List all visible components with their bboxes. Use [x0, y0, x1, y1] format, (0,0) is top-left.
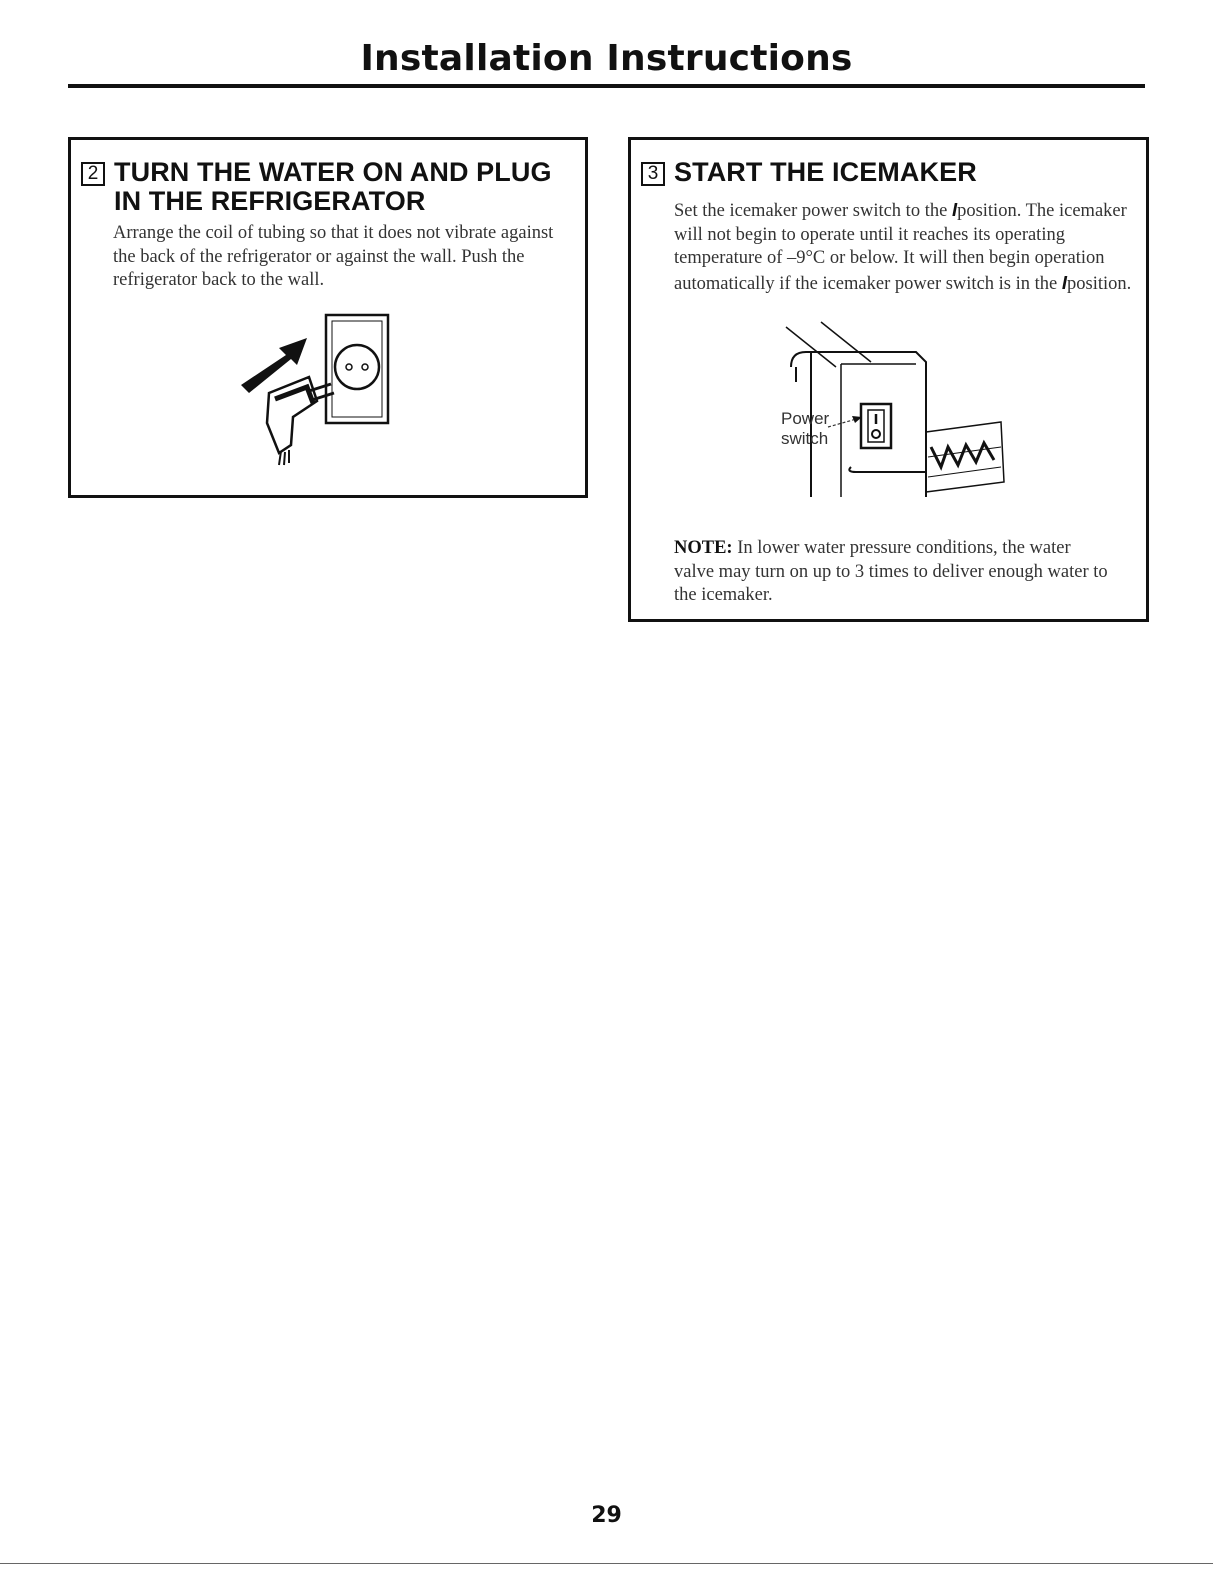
- plug-into-outlet-icon: [231, 305, 411, 465]
- power-label: Power: [781, 409, 830, 428]
- step-2-body: Arrange the coil of tubing so that it does not vibrate against the back of the refrigerator or against the wall. Push the refrigerator back to the wall.: [113, 223, 554, 290]
- body-text-part: Set the icemaker power switch to the: [674, 201, 952, 221]
- title-rule: [68, 84, 1145, 88]
- step-number-badge: 3: [641, 162, 665, 186]
- step-3-heading: [641, 158, 977, 187]
- bottom-rule: [0, 1563, 1213, 1564]
- icemaker-power-switch-icon: [776, 322, 1016, 502]
- step-2-box: [68, 137, 588, 498]
- step-3-body: [674, 198, 1134, 296]
- step-3-box: [628, 137, 1149, 622]
- switch-label: switch: [781, 429, 829, 448]
- body-text-part: position. The icemaker will not begin to operate until it reaches its operating temperature of –9°C or below. It will then begin operation automatically if the icemaker power switch is in the: [674, 201, 1127, 294]
- step-2-heading: [81, 158, 552, 216]
- position-symbol: I: [951, 199, 958, 220]
- step-title: TURN THE WATER ON AND PLUG IN THE REFRIGERATOR: [114, 157, 552, 216]
- page-title: Installation Instructions: [360, 38, 853, 79]
- note-label: NOTE:: [674, 538, 733, 558]
- page-number: 29: [591, 1503, 622, 1528]
- note-text: In lower water pressure conditions, the water valve may turn on up to 3 times to deliver enough water to the icemaker.: [674, 538, 1108, 605]
- step-title: START THE ICEMAKER: [674, 157, 977, 187]
- body-text-part: position.: [1067, 273, 1132, 294]
- step-number-badge: 2: [81, 162, 105, 186]
- position-symbol: I: [1061, 271, 1067, 293]
- step-3-note: [674, 537, 1114, 608]
